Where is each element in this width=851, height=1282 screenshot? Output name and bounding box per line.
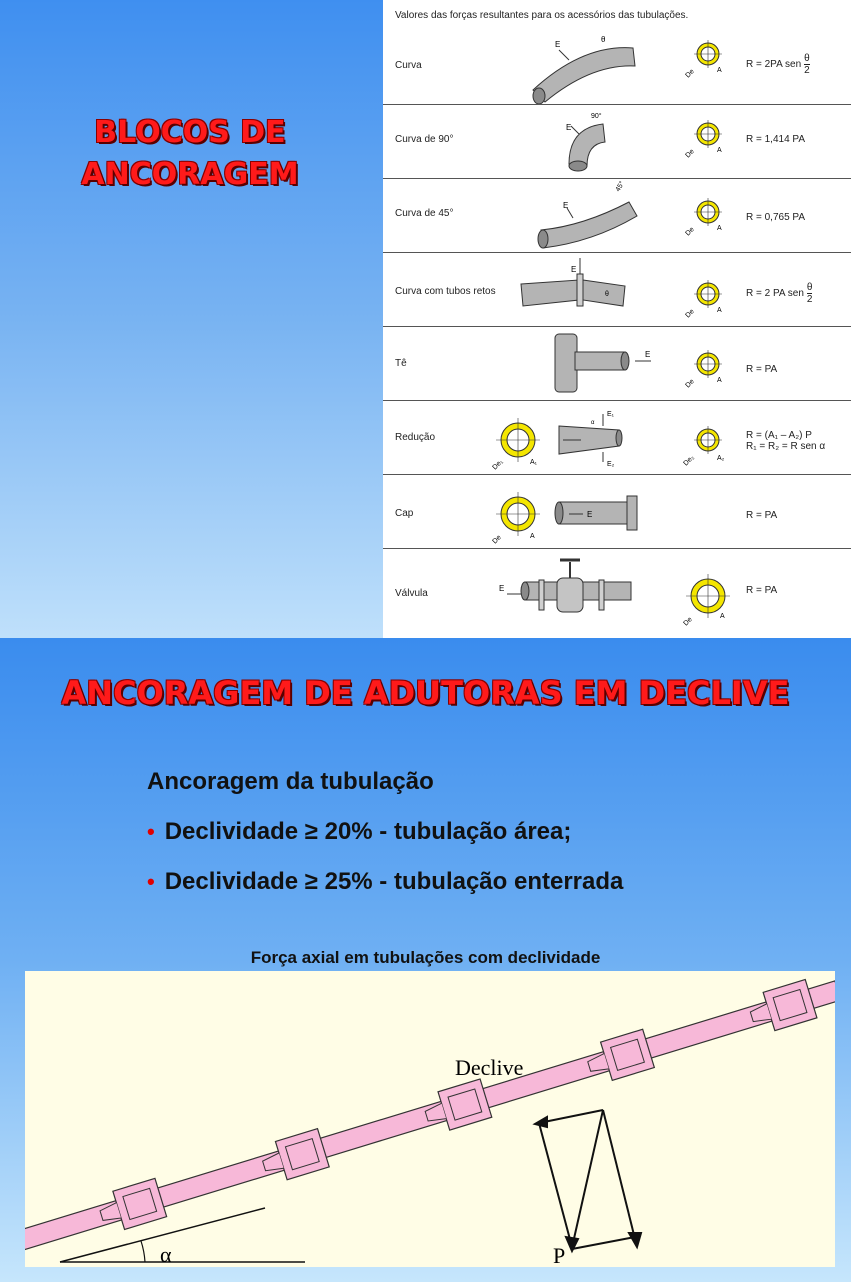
- label-45: 45°: [614, 180, 627, 193]
- label-de: De: [491, 534, 503, 546]
- frac-den: 2: [806, 294, 813, 305]
- label-a1: A₁: [530, 459, 538, 466]
- row-label: Curva: [395, 60, 422, 71]
- formula-text: R = 2 PA sen: [746, 288, 804, 300]
- pipe-section-icon: [694, 40, 722, 68]
- table-row-curva: [383, 30, 851, 105]
- label-a2: A₂: [717, 455, 725, 462]
- label-a: A: [717, 225, 722, 232]
- pipe-section-icon: [694, 120, 722, 148]
- table-row-cap: [383, 474, 851, 549]
- row-formula: R = PA: [746, 364, 778, 375]
- pipe-section-icon: [694, 198, 722, 226]
- label-a: A: [717, 67, 722, 74]
- force-vectors: [535, 1110, 641, 1251]
- row-formula: [746, 53, 810, 76]
- pipe-section-icon: [686, 574, 730, 618]
- table-row-curva-45: [383, 178, 851, 253]
- label-de: De: [684, 68, 696, 80]
- row-formula: R = PA: [746, 510, 778, 521]
- label-p: P: [553, 1243, 566, 1267]
- bullet-item: [147, 818, 571, 846]
- row-label: Curva de 90°: [395, 134, 454, 145]
- label-de2: De₂: [682, 454, 696, 468]
- formula-fraction: [807, 282, 813, 305]
- label-de: De: [684, 378, 696, 390]
- label-a: A: [530, 533, 535, 540]
- row-label: Cap: [395, 508, 414, 519]
- label-alpha: α: [591, 420, 595, 426]
- formula-fraction: [804, 53, 810, 76]
- label-e: E: [555, 40, 561, 49]
- label-a: A: [717, 307, 722, 314]
- frac-num: θ: [804, 53, 810, 64]
- row-label: Redução: [395, 432, 436, 443]
- table-row-reducao: [383, 400, 851, 475]
- row-formula: R = 0,765 PA: [746, 212, 806, 223]
- table-row-te: [383, 326, 851, 401]
- forces-table: [383, 0, 851, 638]
- label-e: E: [645, 350, 651, 359]
- frac-den: 2: [804, 65, 810, 76]
- label-e2: E₂: [607, 461, 615, 468]
- pipe-section-icon: [694, 280, 722, 308]
- figure-caption: Força axial em tubulações com declividade: [250, 948, 601, 967]
- angle-arc: [141, 1241, 145, 1262]
- table-row-curva-90: [383, 104, 851, 179]
- frac-num: θ: [806, 282, 813, 293]
- row-label: Tê: [395, 358, 407, 369]
- label-e1: E₁: [607, 411, 615, 418]
- row-formula: R = PA: [746, 585, 778, 596]
- pipeline: [25, 971, 835, 1261]
- bullet-text: Declividade ≥ 25% - tubulação enterrada: [164, 868, 624, 895]
- table-caption: Valores das forças resultantes para os acessórios das tubulações.: [395, 10, 689, 21]
- row-label: Curva com tubos retos: [395, 286, 496, 297]
- label-theta: θ: [605, 291, 609, 298]
- label-e: E: [566, 123, 572, 132]
- pipe-section-icon: [694, 426, 722, 454]
- title-line-2: ANCORAGEM: [81, 157, 299, 192]
- cap-diagram: [383, 474, 851, 548]
- label-de: De: [682, 616, 694, 628]
- row-formula: R = 1,414 PA: [746, 134, 806, 145]
- label-e: E: [563, 201, 569, 210]
- bullet-dot-icon: •: [147, 819, 155, 844]
- subtitle: Ancoragem da tubulação: [147, 768, 434, 795]
- label-e: E: [587, 510, 593, 519]
- label-de: De: [684, 308, 696, 320]
- row-formula: [746, 430, 825, 452]
- sloped-pipeline-figure: [25, 971, 835, 1267]
- row-label: Curva de 45°: [395, 208, 454, 219]
- label-90: 90°: [591, 113, 602, 120]
- label-de1: De₁: [491, 458, 505, 472]
- bullet-text: Declividade ≥ 20% - tubulação área;: [164, 818, 572, 845]
- bullet-item: [147, 868, 623, 896]
- table-row-valvula: [383, 548, 851, 628]
- table-row-curva-tubos-retos: [383, 252, 851, 327]
- label-e: E: [499, 584, 505, 593]
- slide-ancoragem-declive: [0, 638, 851, 1282]
- row-formula: [746, 282, 812, 305]
- label-declive: Declive: [455, 1055, 524, 1080]
- label-de: De: [684, 148, 696, 160]
- label-a: A: [720, 613, 725, 620]
- bullet-dot-icon: •: [147, 869, 155, 894]
- slide-title: [40, 112, 340, 196]
- slide-title: ANCORAGEM DE ADUTORAS EM DECLIVE: [61, 674, 790, 712]
- te-diagram: [383, 326, 851, 400]
- pipeline-diagram: [25, 971, 835, 1267]
- label-a: A: [717, 377, 722, 384]
- pipe-section-icon: [496, 418, 540, 462]
- label-de: De: [684, 226, 696, 238]
- pipe-section-icon: [496, 492, 540, 536]
- label-alpha: α: [160, 1242, 172, 1267]
- formula-text: R = 2PA sen: [746, 59, 802, 71]
- row-label: Válvula: [395, 588, 428, 599]
- formula-line-2: R₁ = R₂ = R sen α: [746, 441, 826, 452]
- slide-blocos-de-ancoragem: [0, 0, 851, 638]
- valvula-diagram: [383, 548, 851, 638]
- pipe-section-icon: [694, 350, 722, 378]
- label-theta: θ: [601, 35, 606, 44]
- label-a: A: [717, 147, 722, 154]
- title-line-1: BLOCOS DE: [94, 115, 286, 150]
- formula-line-1: R = (A₁ – A₂) P: [746, 430, 812, 441]
- label-e: E: [571, 265, 577, 274]
